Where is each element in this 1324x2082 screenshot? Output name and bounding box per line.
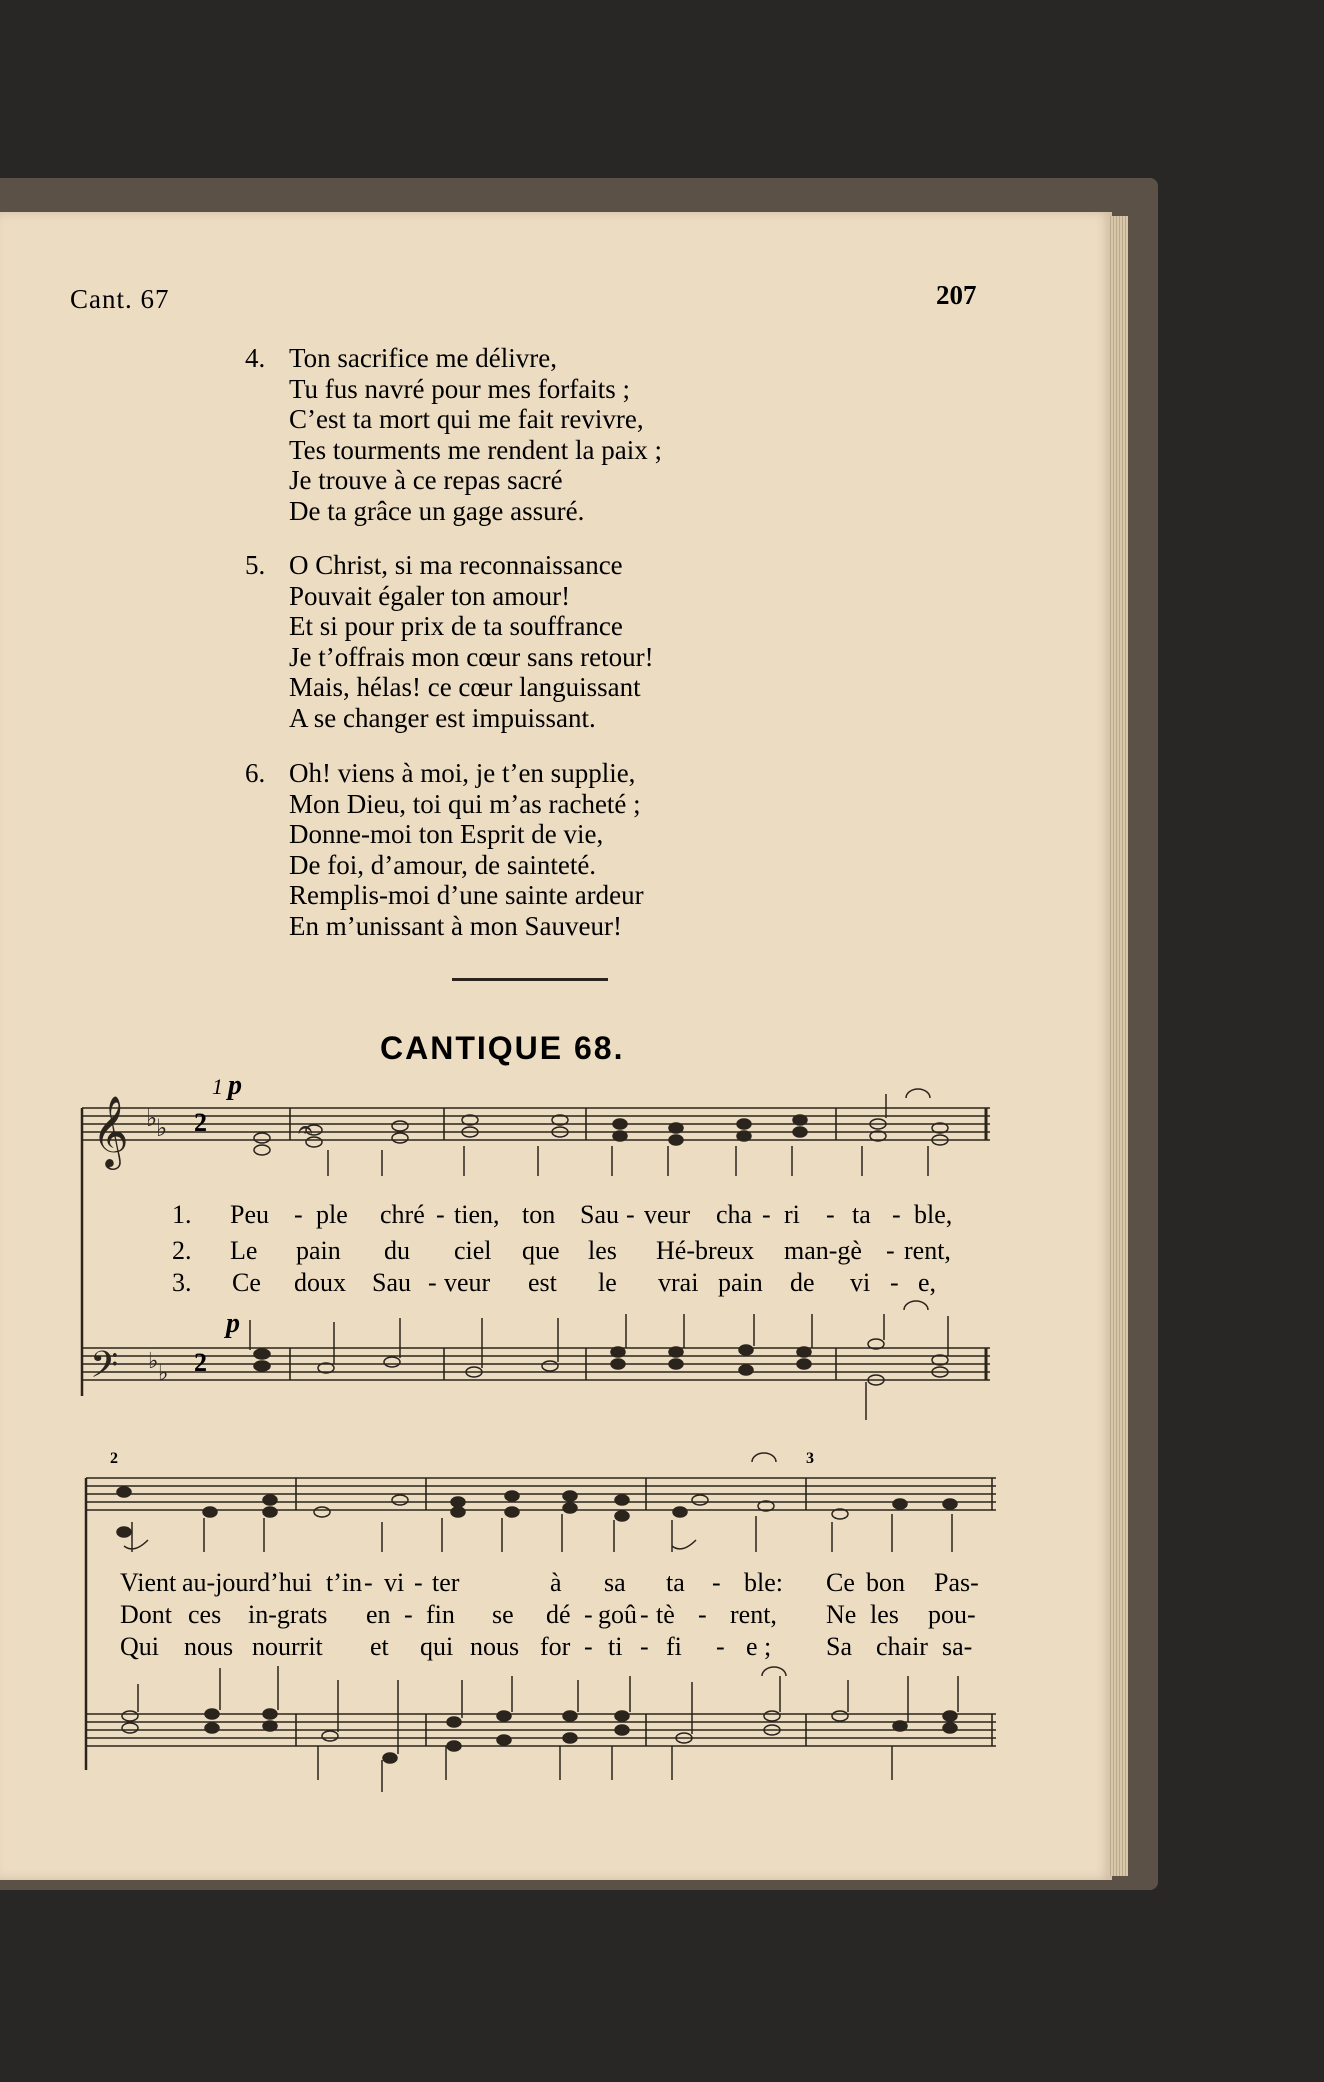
syllable: - (626, 1200, 635, 1229)
syllable: - (414, 1568, 423, 1597)
syllable: - (640, 1632, 649, 1661)
syllable: ces (188, 1600, 222, 1629)
syllable: - (716, 1632, 725, 1661)
treble-clef-icon: 𝄞 (92, 1094, 129, 1167)
syllable: ta (852, 1200, 871, 1229)
syllable: sa- (942, 1632, 973, 1661)
syllable: ter (432, 1568, 460, 1597)
syllable: tè (656, 1600, 675, 1629)
syllable: - (712, 1568, 721, 1597)
syllable: que (522, 1236, 560, 1265)
bass-staff-2 (86, 1714, 996, 1746)
syllable: Dont (120, 1600, 172, 1629)
syllable: dé (546, 1600, 571, 1629)
syllable: rent, (730, 1600, 777, 1629)
syllable: Ce (826, 1568, 855, 1597)
syllable: Sa (826, 1632, 852, 1661)
syllable: - (364, 1568, 373, 1597)
syllable: Qui (120, 1632, 159, 1661)
treble-staff-1 (82, 1108, 990, 1140)
bass-staff-1 (82, 1348, 990, 1380)
svg-text:♭: ♭ (146, 1104, 158, 1132)
syllable: - (762, 1200, 771, 1229)
syllable: nous (470, 1632, 520, 1661)
time-signature: 2 (194, 1108, 207, 1137)
syllable: Ne (826, 1600, 857, 1629)
verse-line: Je t’offrais mon cœur sans retour! (289, 641, 654, 672)
bass-clef-icon: 𝄢 (90, 1344, 119, 1395)
syllable: doux (294, 1268, 346, 1297)
syllable: fi (666, 1632, 682, 1661)
syllable: Sau (372, 1268, 411, 1297)
verse-line: Et si pour prix de ta souffrance (289, 611, 623, 641)
verse-line: Oh! viens à moi, je t’en supplie, (289, 758, 636, 788)
cantique-title: CANTIQUE 68. (380, 1030, 625, 1066)
verse-number: 2. (172, 1236, 192, 1265)
syllable: de (790, 1268, 815, 1297)
syllable: nous (184, 1632, 234, 1661)
verse-line: Je trouve à ce repas sacré (289, 465, 563, 495)
syllable: sa (604, 1568, 626, 1597)
syllable: - (584, 1632, 593, 1661)
syllable: chair (876, 1632, 928, 1661)
syllable: in-grats (248, 1600, 328, 1629)
syllable: ple (316, 1200, 348, 1229)
syllable: ton (522, 1200, 556, 1229)
verse-number: 1. (172, 1200, 192, 1229)
time-signature-bass: 2 (194, 1348, 207, 1377)
syllable: fin (426, 1600, 455, 1629)
dynamic-marking: p (228, 1070, 242, 1101)
verse-line: Donne-moi ton Esprit de vie, (289, 819, 604, 849)
syllable: ciel (454, 1236, 492, 1265)
syllable: vrai (658, 1268, 699, 1297)
dynamic-marking-bass: p (226, 1308, 240, 1339)
measure-number: 1 (212, 1074, 223, 1099)
verse-line: Remplis-moi d’une sainte ardeur (289, 880, 644, 910)
verse-line: De foi, d’amour, de sainteté. (289, 849, 597, 880)
syllable: e ; (746, 1632, 772, 1661)
syllable: ble, (914, 1200, 953, 1229)
syllable: for (540, 1632, 571, 1661)
running-header: Cant. 67 (70, 284, 170, 314)
verse-line: C’est ta mort qui me fait revivre, (289, 404, 644, 434)
syllable: Sau (580, 1200, 619, 1229)
syllable: pou- (928, 1600, 976, 1629)
syllable: - (640, 1600, 649, 1629)
svg-text:♭: ♭ (158, 1361, 169, 1386)
syllable: au-jourd’hui (182, 1568, 312, 1597)
verse-line: Tu fus navré pour mes forfaits ; (289, 373, 630, 404)
syllable: tien, (454, 1200, 500, 1229)
syllable: man-gè (784, 1236, 862, 1265)
syllable: se (492, 1600, 514, 1629)
verse-line: En m’unissant à mon Sauveur! (289, 910, 622, 941)
measure-number: 3 (806, 1450, 814, 1467)
verse-number: 3. (172, 1268, 192, 1297)
stanza-number: 5. (245, 550, 266, 580)
syllable: t’in (326, 1568, 363, 1597)
syllable: - (584, 1600, 593, 1629)
verse-line: De ta grâce un gage assuré. (289, 495, 585, 526)
verse-line: Tes tourments me rendent la paix ; (289, 434, 663, 465)
svg-text:♭: ♭ (148, 1349, 159, 1374)
syllable: - (890, 1268, 899, 1297)
page-number: 207 (936, 280, 977, 310)
syllable: rent, (904, 1236, 951, 1265)
syllable: les (870, 1600, 899, 1629)
syllable: ti (608, 1632, 623, 1661)
syllable: - (826, 1200, 835, 1229)
stanza-number: 6. (245, 758, 266, 788)
syllable: vi (384, 1568, 405, 1597)
syllable: chré (380, 1200, 425, 1229)
syllable: en (366, 1600, 391, 1629)
syllable: cha (716, 1200, 753, 1229)
syllable: - (428, 1268, 437, 1297)
syllable: pain (296, 1236, 341, 1265)
syllable: - (698, 1600, 707, 1629)
syllable: Peu (230, 1200, 269, 1229)
syllable: Pas- (934, 1568, 979, 1597)
syllable: - (436, 1200, 445, 1229)
syllable: - (886, 1236, 895, 1265)
syllable: est (528, 1268, 557, 1297)
syllable: Le (230, 1236, 258, 1265)
syllable: veur (644, 1200, 691, 1229)
verse-line: O Christ, si ma reconnaissance (289, 550, 623, 580)
syllable: - (404, 1600, 413, 1629)
syllable: ri (784, 1200, 800, 1229)
verse-line: Mon Dieu, toi qui m’as racheté ; (289, 788, 641, 819)
syllable: veur (444, 1268, 491, 1297)
syllable: à (550, 1568, 562, 1597)
syllable: ble: (744, 1568, 783, 1597)
syllable: qui (420, 1632, 454, 1661)
syllable: vi (850, 1268, 871, 1297)
syllable: - (892, 1200, 901, 1229)
verse-line: Ton sacrifice me délivre, (289, 343, 557, 373)
syllable: pain (718, 1268, 763, 1297)
syllable: ta (666, 1568, 685, 1597)
syllable: bon (866, 1568, 905, 1597)
syllable: - (294, 1200, 303, 1229)
verse-line: Mais, hélas! ce cœur languissant (289, 672, 641, 702)
syllable: e, (918, 1268, 937, 1297)
verse-line: A se changer est impuissant. (289, 702, 596, 733)
syllable: les (588, 1236, 617, 1265)
measure-number: 2 (110, 1450, 118, 1467)
stanza-number: 4. (245, 343, 266, 373)
syllable: Vient (120, 1568, 177, 1597)
verse-line: Pouvait égaler ton amour! (289, 580, 571, 611)
syllable: et (370, 1632, 389, 1661)
svg-text:♭: ♭ (156, 1114, 168, 1142)
syllable: Hé-breux (656, 1236, 755, 1265)
treble-staff-2 (86, 1478, 996, 1510)
svg-text:𝄐: 𝄐 (298, 1115, 313, 1145)
syllable: Ce (232, 1268, 261, 1297)
syllable: le (598, 1268, 617, 1297)
syllable: nourrit (252, 1632, 323, 1661)
syllable: du (384, 1236, 410, 1265)
syllable: goû (598, 1600, 637, 1629)
